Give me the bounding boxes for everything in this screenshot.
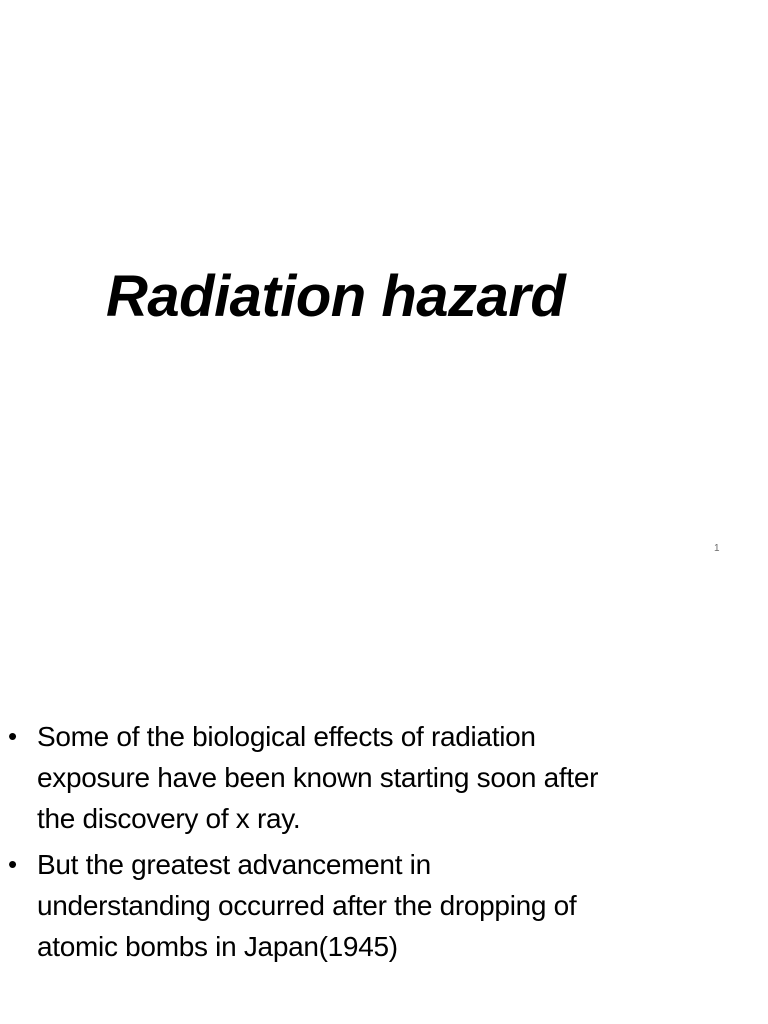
page-number: 1 (714, 543, 720, 554)
bullet-line: the discovery of x ray. (37, 803, 301, 834)
bullet-line: understanding occurred after the dropping of (37, 890, 577, 921)
bullet-item (0, 716, 740, 839)
slide-title: Radiation hazard (106, 264, 566, 329)
bullet-line: atomic bombs in Japan(1945) (37, 931, 398, 962)
bullet-line: But the greatest advancement in (37, 849, 431, 880)
bullet-item (0, 844, 740, 967)
bullet-dot-icon: • (8, 849, 17, 879)
bullet-dot-icon: • (8, 721, 17, 751)
bullet-line: Some of the biological effects of radiation (37, 721, 536, 752)
content-slide (0, 688, 768, 1024)
bullet-line: exposure have been known starting soon after (37, 762, 599, 793)
bullet-list (0, 716, 740, 972)
